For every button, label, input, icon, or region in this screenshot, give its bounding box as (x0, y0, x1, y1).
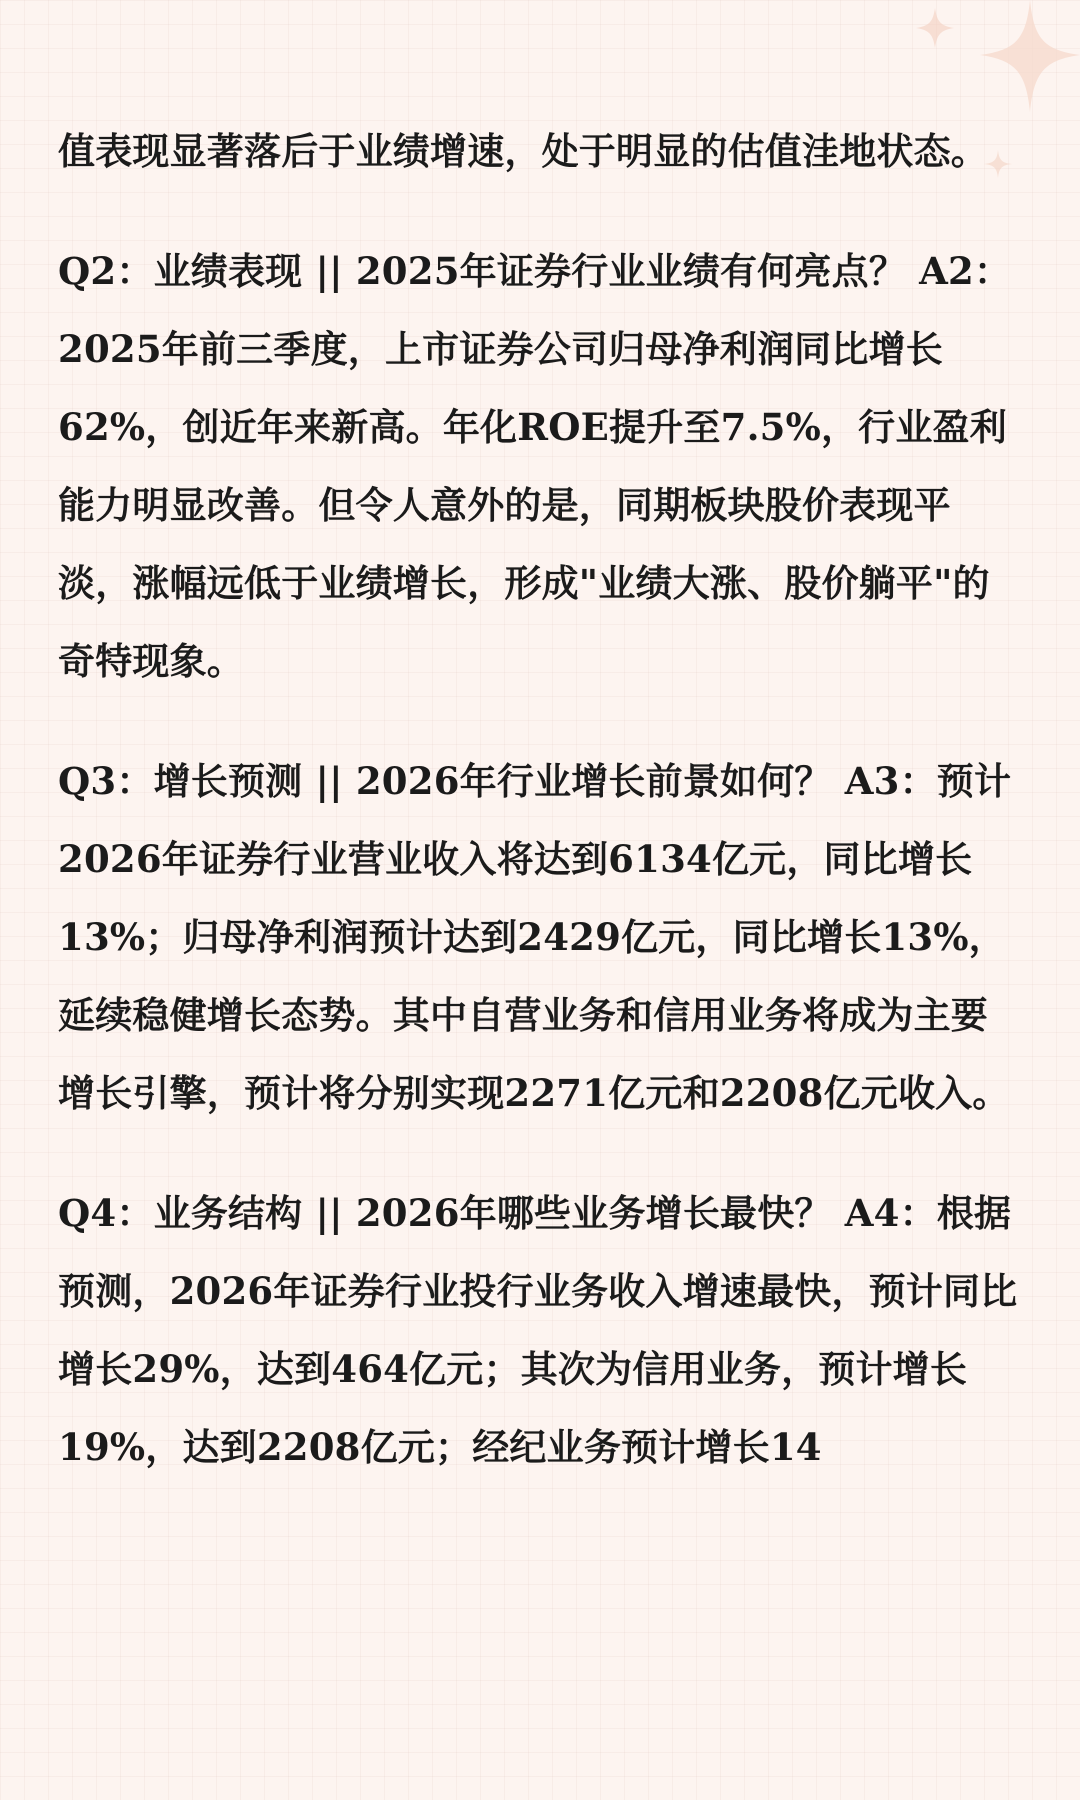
four-point-star-icon (980, 0, 1080, 112)
article-body (58, 112, 1018, 1528)
paragraph-valuation-end: 值表现显著落后于业绩增速，处于明显的估值洼地状态。 (58, 129, 988, 173)
paragraph-q4: Q4：业务结构 || 2026年哪些业务增长最快？ A4：根据预测，2026年证券行业投行业务收入增速最快，预计同比增长29%，达到464亿元；其次为信用业务，预计增长19%，达到2208亿元；经纪业务预计增长14 (58, 1191, 1018, 1469)
four-point-star-icon (916, 8, 954, 48)
paragraph-q2: Q2：业绩表现 || 2025年证券行业业绩有何亮点？ A2：2025年前三季度，上市证券公司归母净利润同比增长62%，创近年来新高。年化ROE提升至7.5%，行业盈利能力明显改善。但令人意外的是，同期板块股价表现平淡，涨幅远低于业绩增长，形成"业绩大涨、股价躺平"的奇特现象。 (58, 249, 1012, 683)
paragraph-q3: Q3：增长预测 || 2026年行业增长前景如何？ A3：预计2026年证券行业营业收入将达到6134亿元，同比增长13%；归母净利润预计达到2429亿元，同比增长13%，延续稳健增长态势。其中自营业务和信用业务将成为主要增长引擎，预计将分别实现2271亿元和2208亿元收入。 (58, 759, 1012, 1115)
